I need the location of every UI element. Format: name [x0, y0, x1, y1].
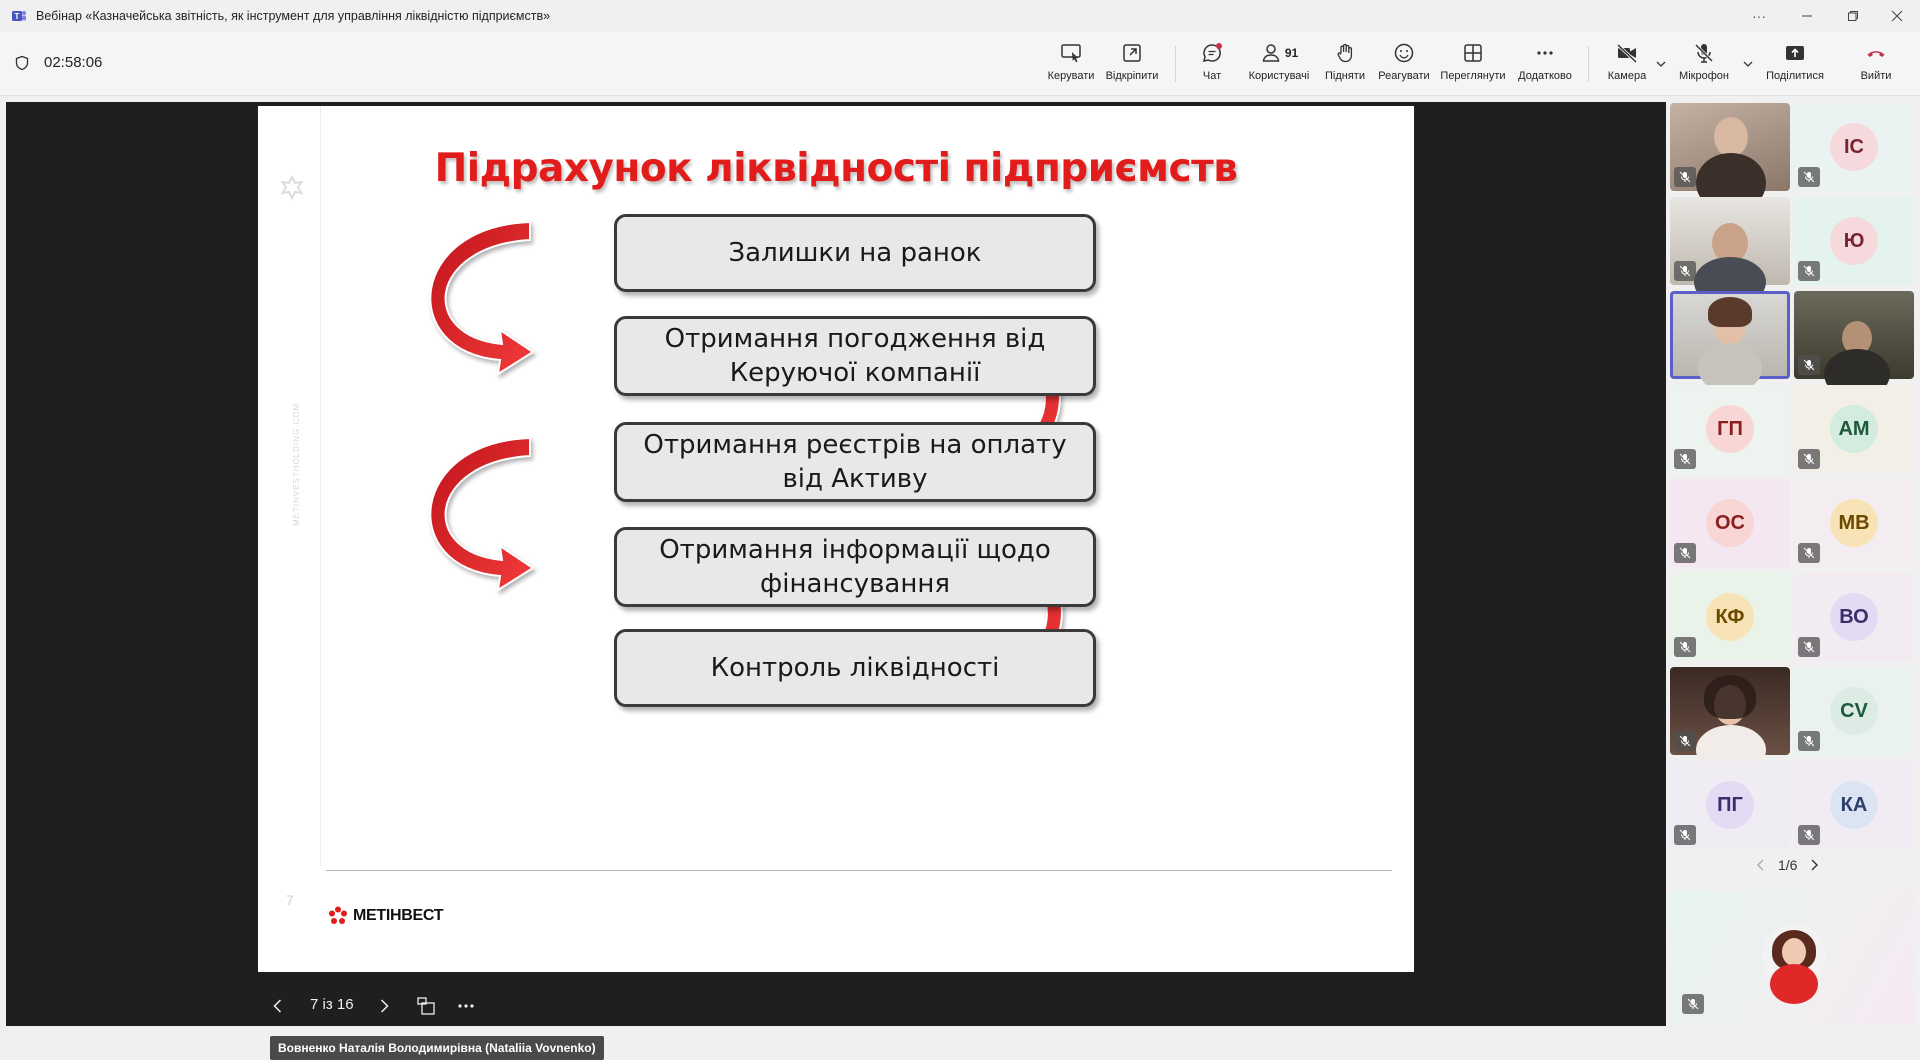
- presentation-slide: [258, 106, 1414, 972]
- mic-button[interactable]: Мікрофон: [1676, 42, 1732, 90]
- meeting-toolbar: [0, 32, 1920, 96]
- participant-avatar: CV: [1830, 687, 1878, 735]
- curved-arrow-left-1: [430, 222, 533, 374]
- screen-control-icon: [1060, 42, 1082, 64]
- mic-off-icon: [1674, 731, 1696, 751]
- title-bar: [0, 0, 1920, 32]
- participant-avatar: ГП: [1706, 405, 1754, 453]
- teams-icon: [11, 8, 27, 24]
- mic-off-icon: [1674, 261, 1696, 281]
- participant-tile[interactable]: [1670, 573, 1790, 661]
- ellipsis-icon: [1534, 42, 1556, 64]
- participant-tile[interactable]: [1794, 197, 1914, 285]
- mic-off-icon: [1674, 449, 1696, 469]
- chevron-right-icon: [377, 998, 391, 1014]
- step-box-5: Контроль ліквідності: [614, 629, 1096, 707]
- chat-icon: [1201, 42, 1223, 64]
- chevron-right-icon[interactable]: [1809, 858, 1819, 872]
- step-box-3: Отримання реєстрів на оплату від Активу: [614, 422, 1096, 502]
- pager-label: 1/6: [1778, 857, 1798, 873]
- participant-tile[interactable]: [1794, 479, 1914, 567]
- slide-navigation: [6, 986, 1666, 1026]
- participant-avatar: ПГ: [1706, 781, 1754, 829]
- participant-avatar: ВО: [1830, 593, 1878, 641]
- metinvest-star-icon: [328, 906, 348, 926]
- slide-more-button[interactable]: [454, 994, 478, 1018]
- raise-hand-icon: [1334, 42, 1356, 64]
- slide-counter: 7 із 16: [310, 996, 354, 1013]
- chat-button[interactable]: Чат: [1198, 42, 1226, 90]
- participant-pager: [1756, 857, 1819, 873]
- participant-tile[interactable]: [1794, 573, 1914, 661]
- shared-content-stage: [6, 102, 1666, 1055]
- step-box-4: Отримання інформації щодо фінансування: [614, 527, 1096, 607]
- participant-avatar: МВ: [1830, 499, 1878, 547]
- mic-off-icon: [1693, 42, 1715, 64]
- ellipsis-icon: [457, 1003, 475, 1009]
- mic-off-icon: [1674, 637, 1696, 657]
- participant-avatar: ІС: [1830, 123, 1878, 171]
- slide-page-number: 7: [286, 892, 294, 908]
- participant-tile[interactable]: [1794, 103, 1914, 191]
- mic-off-icon: [1798, 825, 1820, 845]
- timer-text: 02:58:06: [44, 54, 103, 71]
- chevron-down-icon[interactable]: [1742, 58, 1754, 70]
- react-button[interactable]: Реагувати: [1376, 42, 1432, 90]
- mic-off-icon: [1674, 167, 1696, 187]
- mic-off-icon: [1798, 543, 1820, 563]
- more-options-icon[interactable]: ···: [1752, 8, 1766, 24]
- hang-up-icon: [1865, 42, 1887, 64]
- popout-button[interactable]: Відкріпити: [1106, 42, 1158, 90]
- people-button[interactable]: 91 Користувачі: [1244, 42, 1314, 90]
- participant-avatar: КА: [1830, 781, 1878, 829]
- smile-icon: [1393, 42, 1415, 64]
- participant-tile[interactable]: [1670, 479, 1790, 567]
- participant-tile[interactable]: [1670, 385, 1790, 473]
- people-count: 91: [1284, 46, 1299, 60]
- view-button[interactable]: Переглянути: [1438, 42, 1508, 90]
- company-logo: МЕТІНВЕСТ: [328, 906, 443, 926]
- participant-tile[interactable]: [1794, 291, 1914, 379]
- mic-off-icon: [1798, 637, 1820, 657]
- vertical-watermark: METINVESTHOLDING.COM: [292, 402, 301, 526]
- curved-arrow-left-2: [430, 438, 533, 590]
- slide-title: Підрахунок ліквідності підприємств: [434, 146, 1238, 191]
- chevron-left-icon[interactable]: [1756, 858, 1766, 872]
- step-box-1: Залишки на ранок: [614, 214, 1096, 292]
- more-button[interactable]: Додатково: [1514, 42, 1576, 90]
- mic-off-icon: [1798, 731, 1820, 751]
- participant-avatar: Ю: [1830, 217, 1878, 265]
- participant-tile[interactable]: [1794, 385, 1914, 473]
- mic-off-icon: [1682, 994, 1704, 1014]
- meeting-timer: [14, 54, 102, 71]
- participant-tile-active-speaker[interactable]: [1670, 291, 1790, 379]
- participant-tile[interactable]: [1670, 103, 1790, 191]
- mic-off-icon: [1674, 543, 1696, 563]
- minimize-button[interactable]: [1784, 0, 1830, 32]
- share-screen-icon: [1784, 42, 1806, 64]
- mic-off-icon: [1798, 449, 1820, 469]
- leave-button[interactable]: Вийти: [1858, 42, 1894, 90]
- restore-button[interactable]: [1830, 0, 1876, 32]
- close-button[interactable]: [1874, 0, 1920, 32]
- mic-off-icon: [1674, 825, 1696, 845]
- participant-tile[interactable]: [1670, 197, 1790, 285]
- participant-tile[interactable]: [1794, 667, 1914, 755]
- svg-text:T: T: [14, 12, 20, 22]
- next-slide-button[interactable]: [372, 994, 396, 1018]
- slide-sorter-icon: [416, 996, 436, 1016]
- participant-avatar: АМ: [1830, 405, 1878, 453]
- chevron-left-icon: [271, 998, 285, 1014]
- share-button[interactable]: Поділитися: [1762, 42, 1828, 90]
- previous-slide-button[interactable]: [266, 994, 290, 1018]
- slide-grid-button[interactable]: [414, 994, 438, 1018]
- self-video-tile[interactable]: [1670, 890, 1916, 1024]
- participant-tile[interactable]: [1670, 761, 1790, 849]
- participant-avatar: КФ: [1706, 593, 1754, 641]
- chevron-down-icon[interactable]: [1655, 58, 1667, 70]
- raise-hand-button[interactable]: Підняти: [1322, 42, 1368, 90]
- camera-button[interactable]: Камера: [1604, 42, 1650, 90]
- grid-view-icon: [1462, 42, 1484, 64]
- mic-off-icon: [1798, 355, 1820, 375]
- control-button[interactable]: Керувати: [1046, 42, 1096, 90]
- mic-off-icon: [1798, 261, 1820, 281]
- window-title: Вебінар «Казначейська звітність, як інструмент для управління ліквідністю підприємств»: [36, 9, 551, 23]
- people-icon: [1260, 42, 1282, 64]
- participant-avatar: ОС: [1706, 499, 1754, 547]
- shield-icon: [14, 55, 30, 71]
- mic-off-icon: [1798, 167, 1820, 187]
- participant-tile[interactable]: [1794, 761, 1914, 849]
- self-avatar: [1762, 924, 1826, 988]
- step-box-2: Отримання погодження від Керуючої компанії: [614, 316, 1096, 396]
- presenter-name-tag: Вовненко Наталія Володимирівна (Nataliia Vovnenko): [270, 1036, 604, 1060]
- participant-tile[interactable]: [1670, 667, 1790, 755]
- camera-off-icon: [1616, 42, 1638, 64]
- popout-icon: [1121, 42, 1143, 64]
